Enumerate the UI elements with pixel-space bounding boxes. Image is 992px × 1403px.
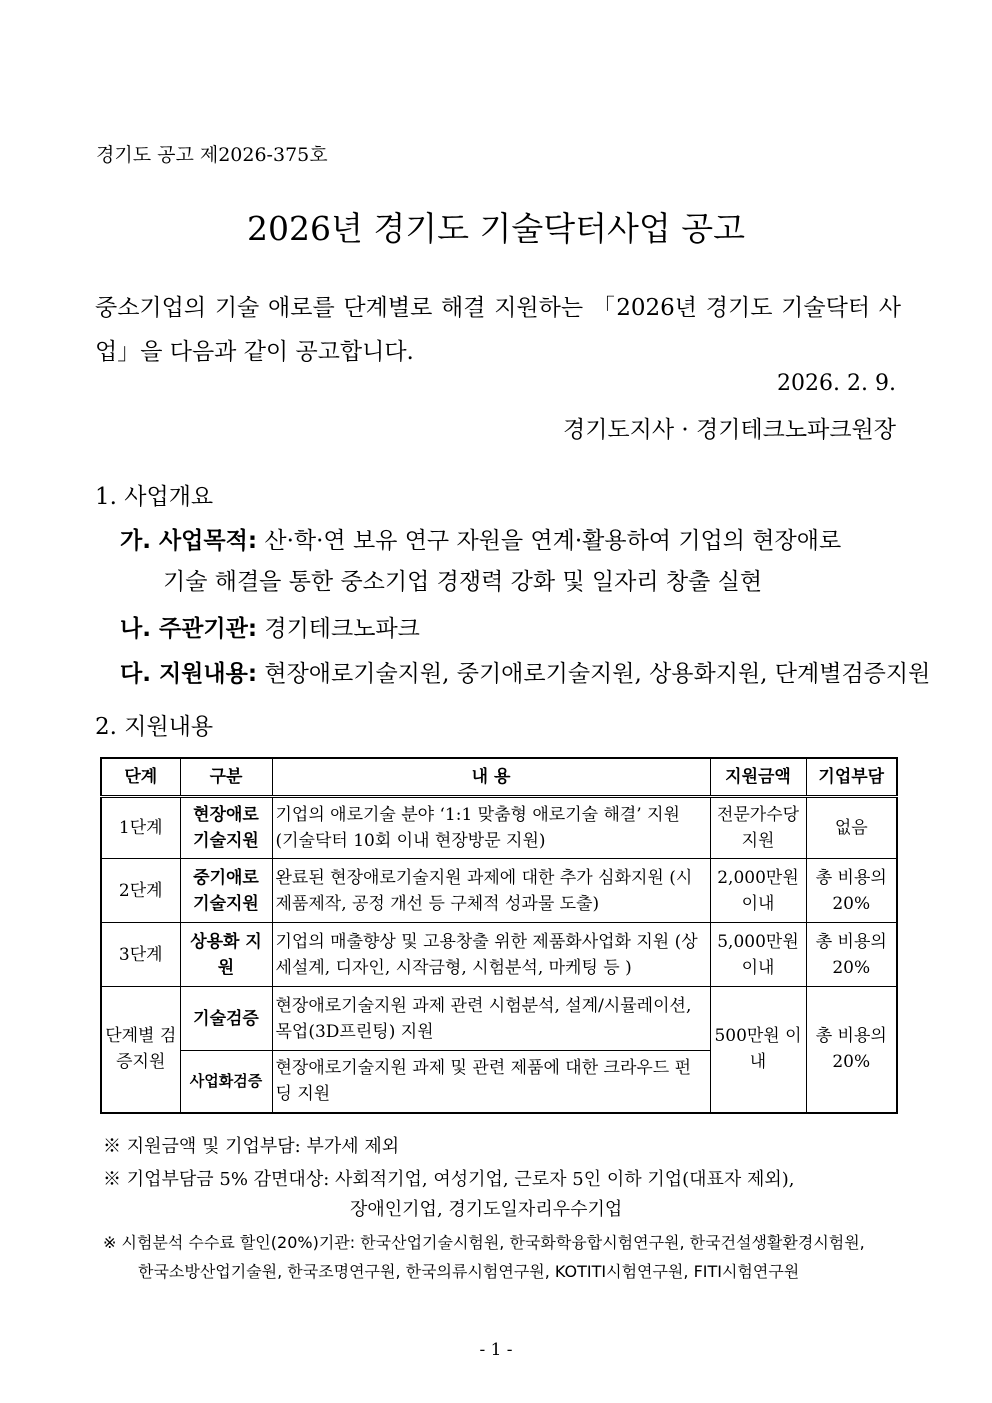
table-row (101, 859, 897, 923)
stage-cell: 3단계 (101, 923, 180, 987)
amount-cell: 5,000만원 이내 (710, 923, 806, 987)
header-amount: 지원금액 (710, 758, 806, 797)
item-text: 현장애로기술지원, 중기애로기술지원, 상용화지원, 단계별검증지원 (257, 661, 931, 687)
content-cell: 기업의 애로기술 분야 ‘1:1 맞춤형 애로기술 해결’ 지원 (기술닥터 10회 이내 현장방문 지원) (272, 797, 710, 859)
header-content: 내 용 (272, 758, 710, 797)
stage-cell: 2단계 (101, 859, 180, 923)
note-discount: ※ 시험분석 수수료 할인(20%)기관: 한국산업기술시험원, 한국화학융합시험연구원, 한국건설생활환경시험원, (103, 1233, 865, 1252)
category-cell: 기술검증 (180, 987, 272, 1051)
notice-number: 경기도 공고 제2026-375호 (96, 144, 328, 166)
header-stage: 단계 (101, 758, 180, 797)
overview-item-purpose-cont: 기술 해결을 통한 중소기업 경쟁력 강화 및 일자리 창출 실현 (163, 569, 763, 595)
note-reduction: ※ 기업부담금 5% 감면대상: 사회적기업, 여성기업, 근로자 5인 이하 기업(대표자 제외), (103, 1169, 795, 1190)
item-label: 다. 지원내용: (120, 661, 258, 687)
item-text: 산·학·연 보유 연구 자원을 연계·활용하여 기업의 현장애로 (257, 528, 842, 554)
table-row (101, 923, 897, 987)
content-cell: 현장애로기술지원 과제 및 관련 제품에 대한 크라우드 펀딩 지원 (272, 1051, 710, 1113)
stage-cell: 단계별 검증지원 (101, 987, 180, 1113)
burden-cell: 총 비용의 20% (806, 987, 897, 1113)
page-title: 2026년 경기도 기술닥터사업 공고 (247, 209, 745, 248)
note-discount-cont: 한국소방산업기술원, 한국조명연구원, 한국의류시험연구원, KOTITI시험연구원, FITI시험연구원 (138, 1262, 800, 1281)
section-heading-overview: 1. 사업개요 (95, 484, 214, 510)
content-cell: 현장애로기술지원 과제 관련 시험분석, 설계/시뮬레이션, 목업(3D프린팅) 지원 (272, 987, 710, 1051)
category-cell: 상용화 지원 (180, 923, 272, 987)
table-header-row (101, 758, 897, 797)
header-category: 구분 (180, 758, 272, 797)
notice-date: 2026. 2. 9. (777, 371, 896, 396)
note-reduction-cont: 장애인기업, 경기도일자리우수기업 (350, 1199, 623, 1220)
category-cell: 현장애로 기술지원 (180, 797, 272, 859)
page-number: - 1 - (479, 1340, 513, 1360)
burden-cell: 총 비용의 20% (806, 859, 897, 923)
header-burden: 기업부담 (806, 758, 897, 797)
issuer: 경기도지사 · 경기테크노파크원장 (563, 417, 896, 443)
content-cell: 기업의 매출향상 및 고용창출 위한 제품화사업화 지원 (상세설계, 디자인, 시작금형, 시험분석, 마케팅 등 ) (272, 923, 710, 987)
overview-item-content (120, 655, 930, 688)
item-label: 가. 사업목적: (120, 528, 258, 554)
intro-paragraph: 중소기업의 기술 애로를 단계별로 해결 지원하는 「2026년 경기도 기술닥터 사업」을 다음과 같이 공고합니다. (95, 295, 901, 365)
overview-item-agency (120, 610, 420, 643)
category-cell: 사업화검증 (180, 1051, 272, 1113)
amount-cell: 전문가수당 지원 (710, 797, 806, 859)
note-vat: ※ 지원금액 및 기업부담: 부가세 제외 (103, 1136, 400, 1157)
section-heading-support: 2. 지원내용 (95, 714, 214, 740)
table-row (101, 797, 897, 859)
content-cell: 완료된 현장애로기술지원 과제에 대한 추가 심화지원 (시제품제작, 공정 개선 등 구체적 성과물 도출) (272, 859, 710, 923)
support-table (100, 757, 898, 1114)
amount-cell: 500만원 이내 (710, 987, 806, 1113)
stage-cell: 1단계 (101, 797, 180, 859)
item-text: 경기테크노파크 (257, 616, 420, 642)
category-cell: 중기애로 기술지원 (180, 859, 272, 923)
burden-cell: 없음 (806, 797, 897, 859)
item-label: 나. 주관기관: (120, 616, 258, 642)
table-row (101, 987, 897, 1051)
overview-item-purpose (120, 522, 841, 555)
amount-cell: 2,000만원 이내 (710, 859, 806, 923)
burden-cell: 총 비용의 20% (806, 923, 897, 987)
